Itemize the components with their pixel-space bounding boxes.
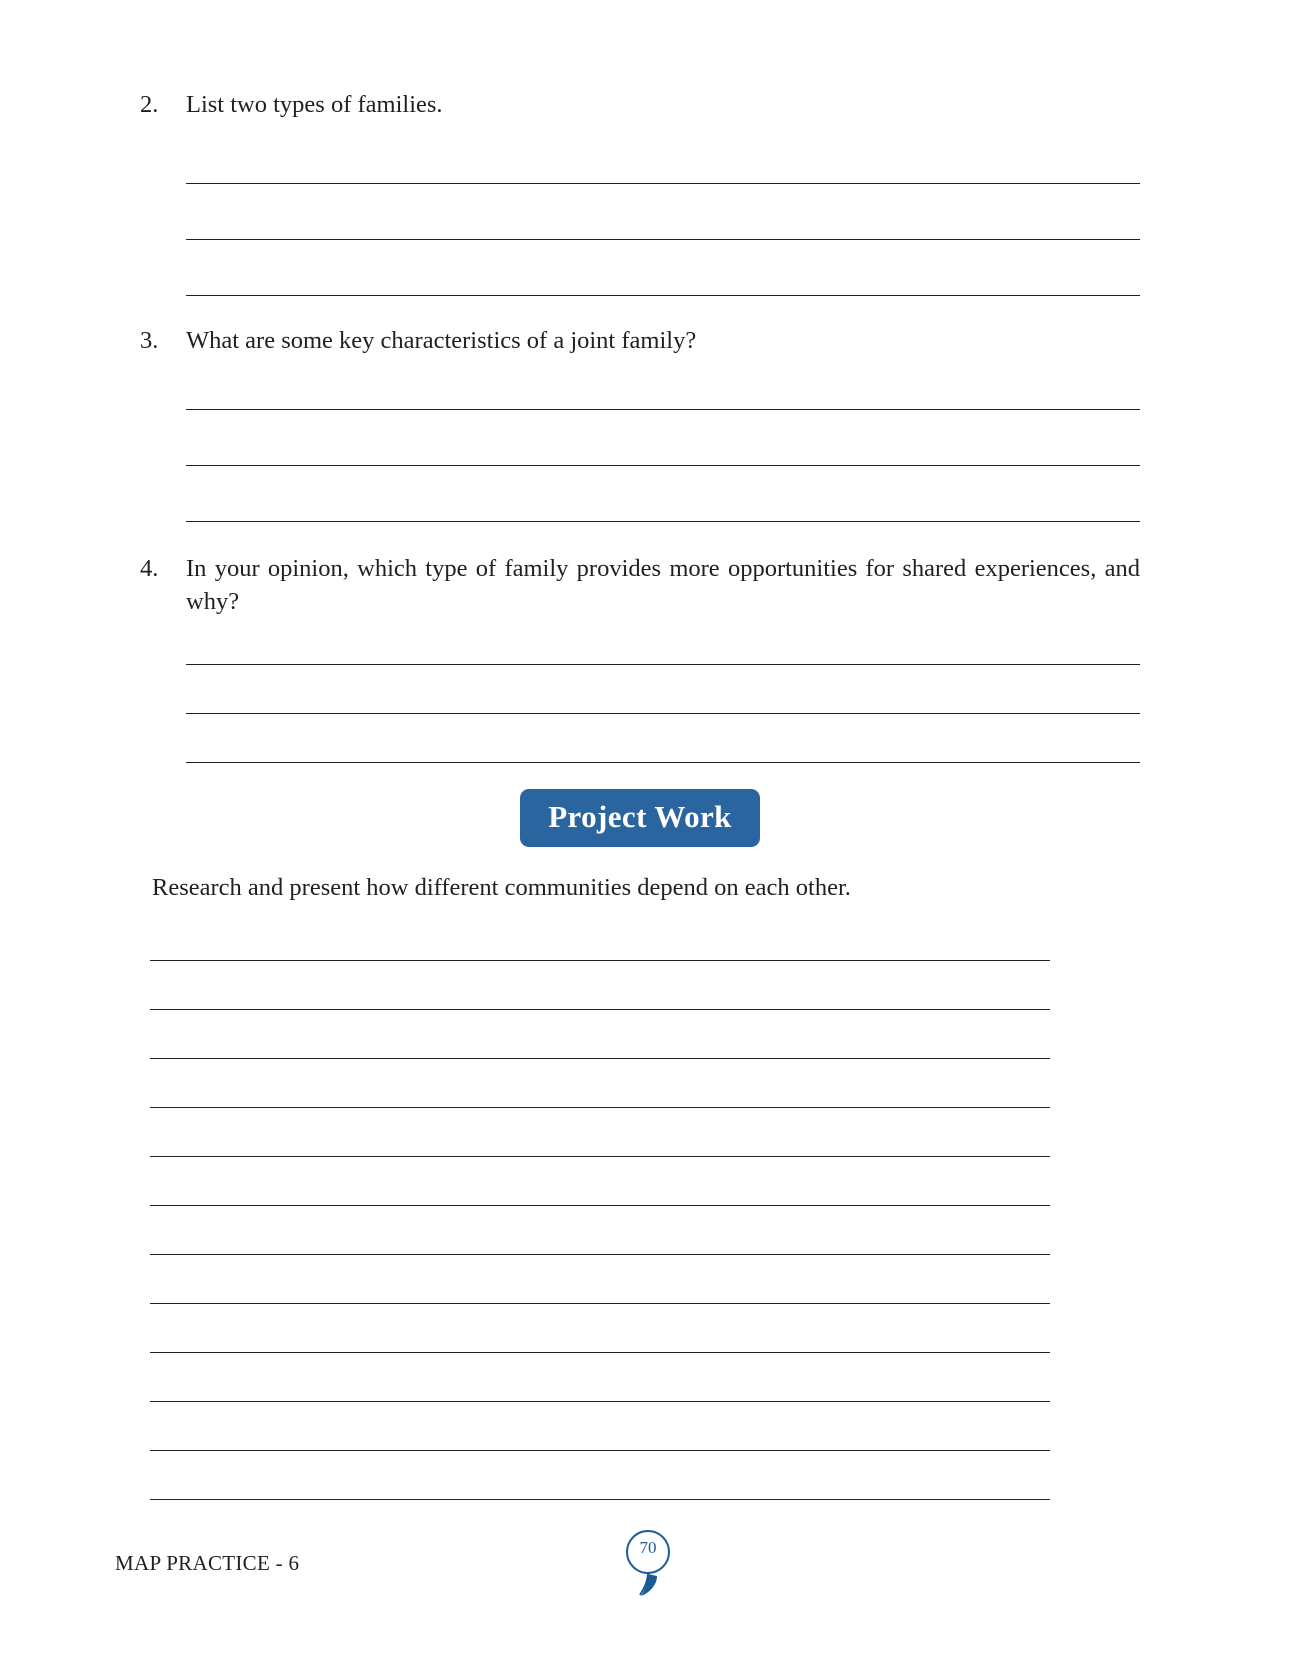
question-number: 2. <box>140 91 159 118</box>
footer-book-title: MAP PRACTICE - 6 <box>115 1551 300 1575</box>
page-number: 70 <box>639 1538 657 1557</box>
question-block <box>140 324 1140 522</box>
page-number-marker <box>617 1524 679 1600</box>
question-row <box>140 88 1140 121</box>
question-row <box>140 552 1140 618</box>
project-answer-lines <box>150 934 1050 1500</box>
question-number: 4. <box>140 555 159 583</box>
question-text: In your opinion, which type of family provides more opportunities for shared experiences, and why? <box>186 555 1140 616</box>
project-work-section <box>140 789 1140 847</box>
page-footer <box>0 1524 1296 1604</box>
question-number: 3. <box>140 327 159 355</box>
answer-line[interactable] <box>186 762 1140 763</box>
question-row <box>140 324 1140 357</box>
project-work-banner: Project Work <box>520 789 760 847</box>
answer-line[interactable] <box>186 295 1140 296</box>
answer-line[interactable] <box>150 1499 1050 1500</box>
answer-lines <box>186 121 1140 296</box>
answer-lines <box>186 357 1140 522</box>
question-text: List two types of families. <box>186 91 443 118</box>
question-block <box>140 88 1140 296</box>
project-description: Research and present how different communities depend on each other. <box>152 874 851 902</box>
page-content <box>140 88 1140 1500</box>
answer-lines <box>186 618 1140 763</box>
question-block <box>140 552 1140 763</box>
answer-line[interactable] <box>186 521 1140 522</box>
question-text: What are some key characteristics of a joint family? <box>186 327 697 355</box>
